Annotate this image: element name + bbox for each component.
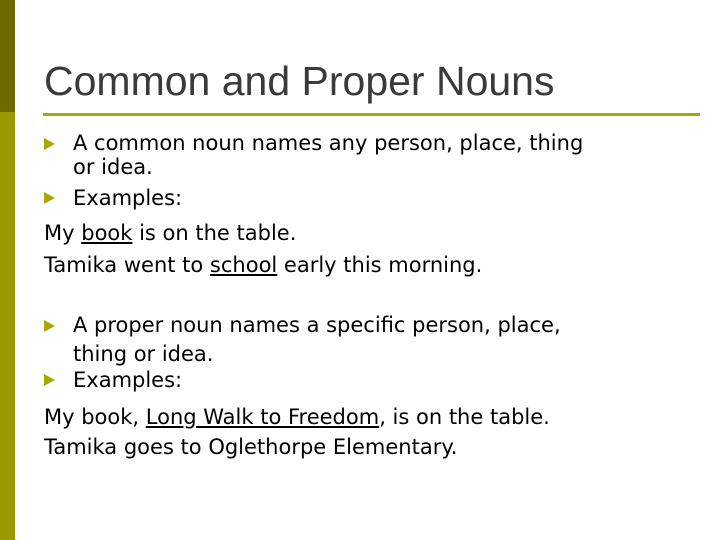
proper-example-1 [44, 403, 550, 431]
example-text: My book, [44, 405, 146, 429]
square-bullet-icon [44, 374, 55, 386]
underlined-noun: book [81, 221, 133, 245]
common-definition-line1: A common noun names any person, place, thing [73, 131, 584, 155]
slide-title: Common and Proper Nouns [44, 58, 555, 104]
square-bullet-icon [44, 138, 55, 150]
common-examples-label: Examples: [73, 186, 183, 210]
proper-examples-label: Examples: [73, 368, 183, 392]
proper-example-2: Tamika goes to Oglethorpe Elementary. [44, 435, 458, 459]
underlined-noun: school [209, 253, 278, 277]
example-text: early this morning. [277, 253, 483, 277]
square-bullet-icon [44, 192, 55, 204]
example-text: Tamika went to [44, 253, 210, 277]
proper-definition-line1: A proper noun names a specific person, place, [73, 313, 561, 337]
underlined-noun: Long Walk to Freedom [145, 405, 380, 429]
common-example-2 [44, 251, 482, 279]
common-definition-line2: or idea. [73, 155, 153, 179]
proper-definition-line2: thing or idea. [73, 342, 214, 366]
common-example-1 [44, 219, 296, 247]
example-text: My [44, 221, 82, 245]
square-bullet-icon [44, 320, 55, 332]
sidebar-dark-band [0, 0, 15, 112]
sidebar-light-band [0, 112, 15, 540]
example-text: , is on the table. [379, 405, 550, 429]
title-underline-rule [43, 113, 700, 116]
example-text: is on the table. [132, 221, 297, 245]
